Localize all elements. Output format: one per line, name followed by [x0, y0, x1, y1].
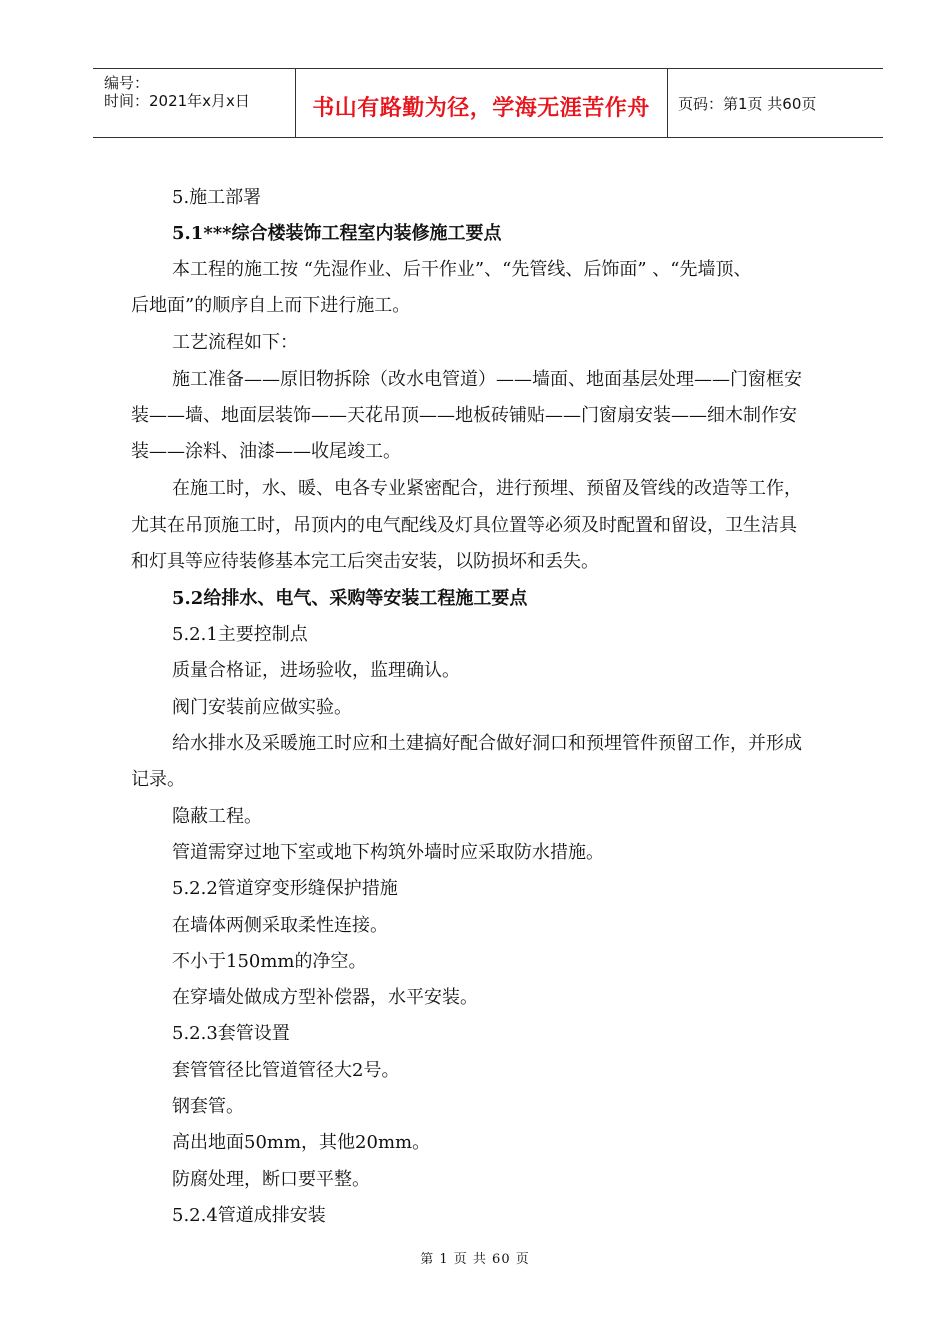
sub-subsection-heading: 5.2.1主要控制点: [172, 624, 308, 645]
paragraph-line: 管道需穿过地下室或地下构筑外墙时应采取防水措施。: [172, 842, 604, 863]
paragraph-line: 隐蔽工程。: [172, 806, 262, 827]
paragraph-line: 工艺流程如下：: [172, 332, 298, 353]
page-indicator: 页码：第1页 共60页: [678, 95, 817, 113]
time-label: 时间：2021年x月x日: [104, 92, 250, 110]
sub-subsection-heading: 5.2.3套管设置: [172, 1023, 290, 1044]
motto: 书山有路勤为径，学海无涯苦作舟: [312, 96, 650, 121]
paragraph-line: 在穿墙处做成方型补偿器，水平安装。: [172, 987, 478, 1008]
paragraph-line: 本工程的施工按 “先湿作业、后干作业”、“先管线、后饰面” 、“先墙顶、: [172, 259, 752, 280]
paragraph-line: 高出地面50mm，其他20mm。: [172, 1132, 431, 1153]
paragraph-line: 给水排水及采暖施工时应和土建搞好配合做好洞口和预埋管件预留工作，并形成: [172, 733, 802, 754]
paragraph-line: 装——涂料、油漆——收尾竣工。: [131, 441, 401, 462]
sub-subsection-heading: 5.2.2管道穿变形缝保护措施: [172, 878, 398, 899]
paragraph-line: 在墙体两侧采取柔性连接。: [172, 915, 388, 936]
section-heading: 5.施工部署: [172, 187, 262, 208]
paragraph-line: 记录。: [131, 769, 185, 790]
paragraph-line: 防腐处理，断口要平整。: [172, 1169, 370, 1190]
paragraph-line: 钢套管。: [172, 1096, 244, 1117]
paragraph-line: 质量合格证，进场验收，监理确认。: [172, 660, 460, 681]
paragraph-line: 施工准备——原旧物拆除（改水电管道）——墙面、地面基层处理——门窗框安: [172, 369, 802, 390]
header-page-cell: [668, 69, 883, 137]
paragraph-line: 在施工时，水、暖、电各专业紧密配合，进行预埋、预留及管线的改造等工作，: [172, 478, 802, 499]
paragraph-line: 和灯具等应待装修基本完工后突击安装，以防损坏和丢失。: [131, 551, 599, 572]
header-motto-cell: [295, 69, 668, 137]
header-meta-cell: [93, 69, 296, 137]
header-table: [93, 68, 883, 138]
paragraph-line: 套管管径比管道管径大2号。: [172, 1060, 400, 1081]
paragraph-line: 尤其在吊顶施工时，吊顶内的电气配线及灯具位置等必须及时配置和留设，卫生洁具: [131, 515, 797, 536]
subsection-heading: 5.2给排水、电气、采购等安装工程施工要点: [172, 588, 528, 609]
code-label: 编号：: [104, 74, 150, 92]
paragraph-line: 装——墙、地面层装饰——天花吊顶——地板砖铺贴——门窗扇安装——细木制作安: [131, 405, 797, 426]
subsection-heading: 5.1***综合楼装饰工程室内装修施工要点: [172, 223, 502, 244]
sub-subsection-heading: 5.2.4管道成排安装: [172, 1205, 326, 1226]
paragraph-line: 不小于150mm的净空。: [172, 951, 367, 972]
paragraph-line: 阀门安装前应做实验。: [172, 697, 352, 718]
paragraph-line: 后地面”的顺序自上而下进行施工。: [131, 295, 411, 316]
page-footer: 第 1 页 共 60 页: [420, 1252, 530, 1267]
